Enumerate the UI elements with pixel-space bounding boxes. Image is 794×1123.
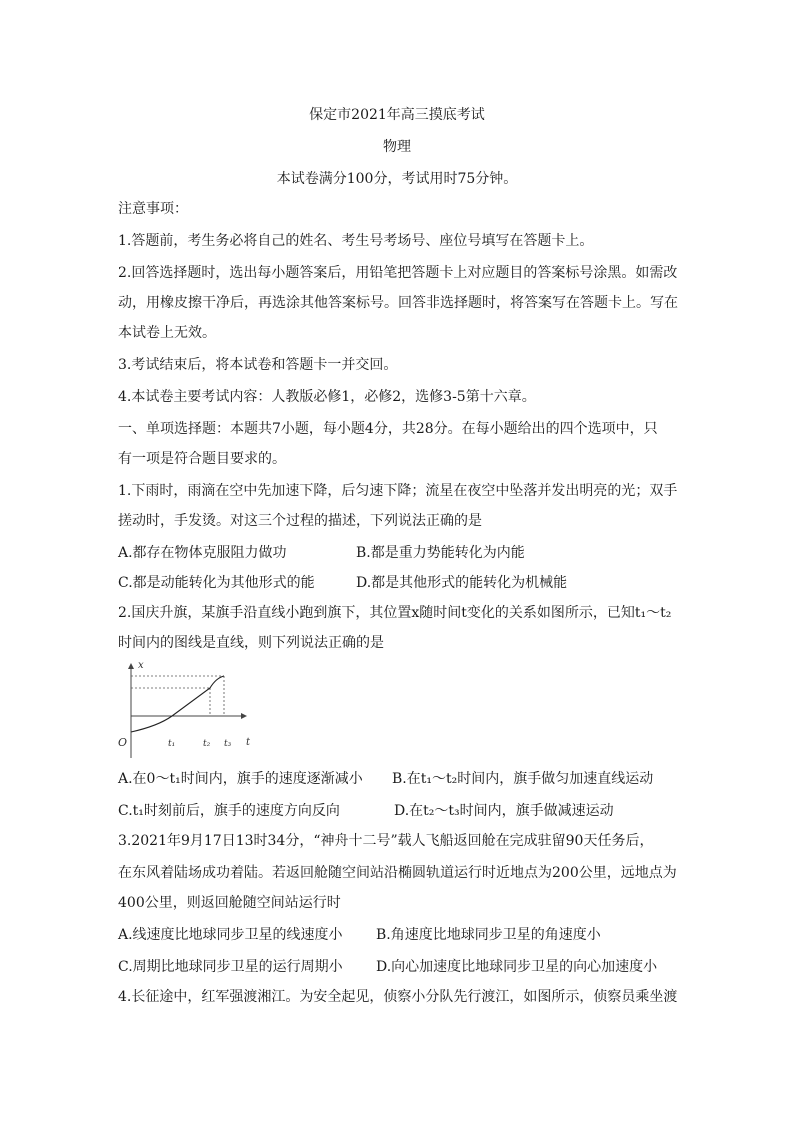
graph-t1-label: t₁ <box>168 739 176 749</box>
q1-stem: 1.下雨时，雨滴在空中先加速下降，后匀速下降；流星在夜空中坠落并发出明亮的光；双手 <box>118 483 678 499</box>
notes-heading: 注意事项： <box>118 201 188 217</box>
graph-t3-label: t₃ <box>224 739 232 749</box>
q2-stem-cont: 时间内的图线是直线，则下列说法正确的是 <box>118 635 384 651</box>
graph-origin-label: O <box>118 736 128 749</box>
q1-option-c: C.都是动能转化为其他形式的能 <box>118 575 315 591</box>
graph-x-label: t <box>246 737 251 748</box>
note-item: 本试卷上无效。 <box>118 325 216 341</box>
exam-info: 本试卷满分100分，考试用时75分钟。 <box>276 171 518 187</box>
q3-option-a: A.线速度比地球同步卫星的线速度小 <box>118 927 343 943</box>
q2-stem: 2.国庆升旗，某旗手沿直线小跑到旗下，其位置x随时间t变化的关系如图所示，已知t₁～t₂ <box>118 605 672 621</box>
q1-option-b: B.都是重力势能转化为内能 <box>356 545 525 561</box>
note-item: 2.回答选择题时，选出每小题答案后，用铅笔把答题卡上对应题目的答案标号涂黑。如需改 <box>118 265 678 281</box>
q4-stem: 4.长征途中，红军强渡湘江。为安全起见，侦察小分队先行渡江，如图所示，侦察员乘坐渡 <box>118 989 678 1005</box>
q3-option-d: D.向心加速度比地球同步卫星的向心加速度小 <box>376 959 658 975</box>
note-item: 4.本试卷主要考试内容：人教版必修1，必修2，选修3-5第十六章。 <box>118 389 536 405</box>
note-item: 1.答题前，考生务必将自己的姓名、考生号考场号、座位号填写在答题卡上。 <box>118 233 594 249</box>
q3-stem-cont: 在东风着陆场成功着陆。若返回舱随空间站沿椭圆轨道运行时近地点为200公里，远地点为 <box>118 865 677 881</box>
q3-option-b: B.角速度比地球同步卫星的角速度小 <box>376 927 601 943</box>
exam-subject: 物理 <box>383 139 411 155</box>
q2-option-c: C.t₁时刻前后，旗手的速度方向反向 <box>118 803 340 819</box>
q1-stem-cont: 搓动时，手发烫。对这三个过程的描述，下列说法正确的是 <box>118 513 482 529</box>
q2-option-b: B.在t₁～t₂时间内，旗手做匀加速直线运动 <box>392 771 654 787</box>
note-item: 动，用橡皮擦干净后，再选涂其他答案标号。回答非选择题时，将答案写在答题卡上。写在 <box>118 295 678 311</box>
graph-t2-label: t₂ <box>203 739 211 749</box>
q1-option-d: D.都是其他形式的能转化为机械能 <box>356 575 568 591</box>
q3-option-c: C.周期比地球同步卫星的运行周期小 <box>118 959 343 975</box>
q2-option-d: D.在t₂～t₃时间内，旗手做减速运动 <box>394 803 614 819</box>
note-item: 3.考试结束后，将本试卷和答题卡一并交回。 <box>118 357 398 373</box>
exam-title: 保定市2021年高三摸底考试 <box>309 107 485 123</box>
section-heading-cont: 有一项是符合题目要求的。 <box>118 451 286 467</box>
q3-stem: 3.2021年9月17日13时34分，“神舟十二号”载人飞船返回舱在完成驻留90天任务后， <box>118 833 654 849</box>
x-t-graph <box>118 660 266 760</box>
q2-option-a: A.在0～t₁时间内，旗手的速度逐渐减小 <box>118 771 363 787</box>
q3-stem-cont: 400公里，则返回舱随空间站运行时 <box>118 895 341 911</box>
graph-y-label: x <box>138 660 144 671</box>
section-heading: 一、单项选择题：本题共7小题，每小题4分，共28分。在每小题给出的四个选项中，只 <box>118 421 658 437</box>
q1-option-a: A.都存在物体克服阻力做功 <box>118 545 287 561</box>
